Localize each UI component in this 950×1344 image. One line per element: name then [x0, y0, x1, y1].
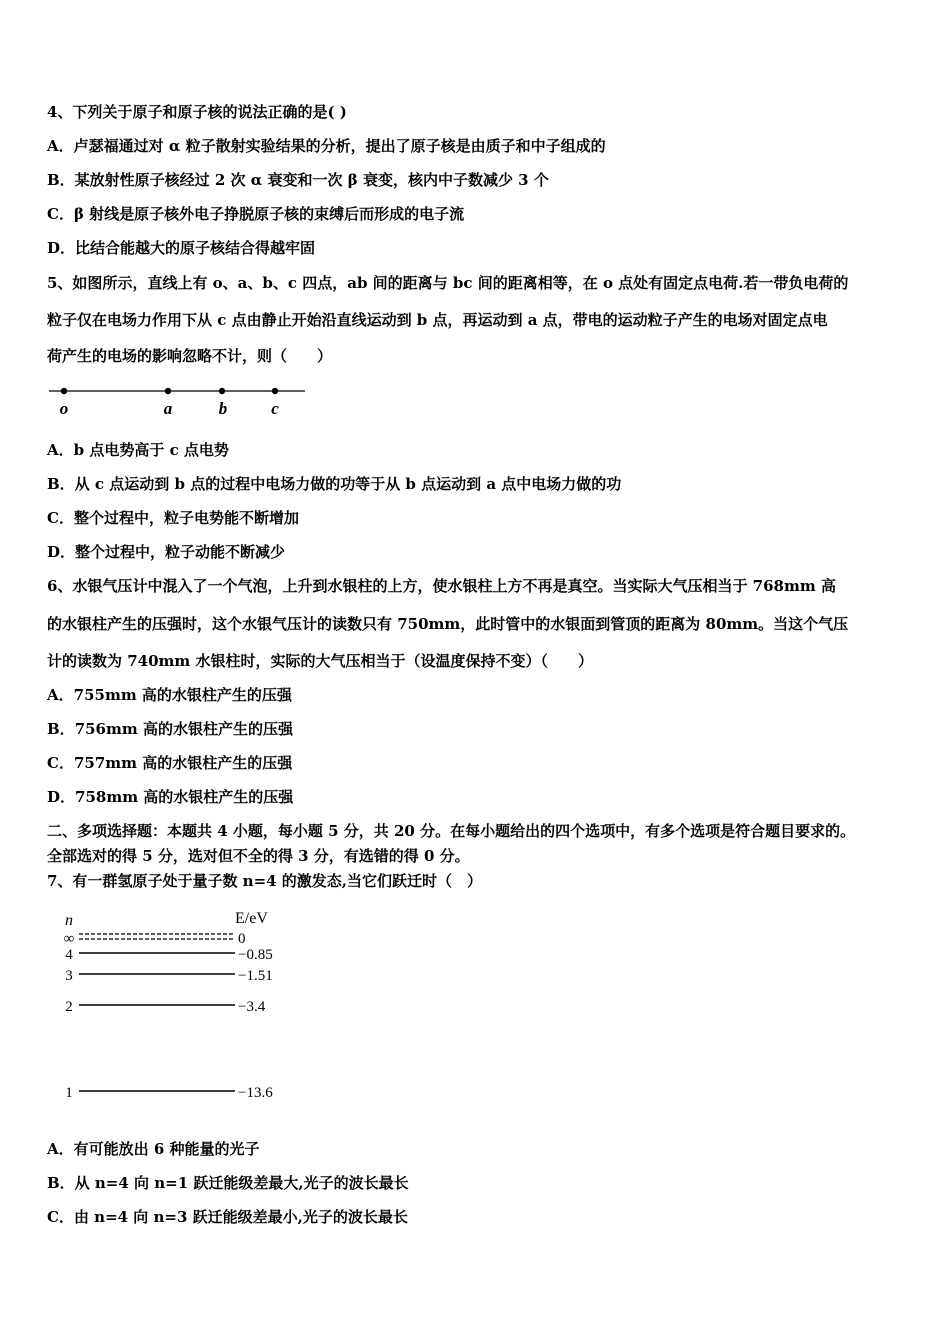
energy-axis-label: E/eV [235, 910, 268, 927]
level-n-infinity: ∞ [63, 931, 75, 947]
q6-option-b: B．756mm 高的水银柱产生的压强 [47, 720, 293, 738]
label-c: c [271, 399, 279, 418]
q5-option-d: D．整个过程中，粒子动能不断减少 [47, 543, 286, 561]
q5-option-b: B．从 c 点运动到 b 点的过程中电场力做的功等于从 b 点运动到 a 点中电场力做的功 [47, 475, 622, 493]
q7-option-c: C．由 n=4 向 n=3 跃迁能级差最小,光子的波长最长 [47, 1208, 408, 1226]
level-n-4: 4 [65, 947, 73, 963]
q7-option-a: A．有可能放出 6 种能量的光子 [47, 1140, 260, 1158]
level-energy-3: −1.51 [238, 968, 273, 984]
level-energy-4: −0.85 [238, 947, 273, 963]
section2-instructions-line2: 全部选对的得 5 分，选对但不全的得 3 分，有选错的得 0 分。 [47, 847, 470, 865]
q5-stem-line3: 荷产生的电场的影响忽略不计，则（ ） [47, 347, 333, 365]
level-n-1: 1 [65, 1085, 73, 1101]
point-c [272, 388, 278, 394]
energy-level-diagram [55, 905, 295, 1105]
level-energy-1: −13.6 [238, 1085, 273, 1101]
q4-option-d: D．比结合能越大的原子核结合得越牢固 [47, 239, 316, 257]
label-a: a [163, 399, 173, 418]
q4-option-b: B．某放射性原子核经过 2 次 α 衰变和一次 β 衰变，核内中子数减少 3 个 [47, 171, 549, 189]
q4-option-a: A．卢瑟福通过对 α 粒子散射实验结果的分析，提出了原子核是由质子和中子组成的 [47, 137, 606, 155]
q7-option-b: B．从 n=4 向 n=1 跃迁能级差最大,光子的波长最长 [47, 1174, 409, 1192]
q5-line-figure [47, 380, 312, 420]
level-n-2: 2 [65, 999, 73, 1015]
q7-stem: 7、有一群氢原子处于量子数 n=4 的激发态,当它们跃迁时（ ） [47, 872, 483, 890]
q5-stem-line2: 粒子仅在电场力作用下从 c 点由静止开始沿直线运动到 b 点，再运动到 a 点，带电的运动粒子产生的电场对固定点电 [47, 311, 828, 329]
label-o: o [59, 399, 69, 418]
section2-instructions-line1: 二、多项选择题：本题共 4 小题，每小题 5 分，共 20 分。在每小题给出的四个选项中，有多个选项是符合题目要求的。 [47, 822, 856, 840]
q6-option-d: D．758mm 高的水银柱产生的压强 [47, 788, 294, 806]
q4-stem: 4、下列关于原子和原子核的说法正确的是( ) [47, 103, 347, 121]
q5-option-a: A．b 点电势高于 c 点电势 [47, 441, 229, 459]
q6-stem-line3: 计的读数为 740mm 水银柱时，实际的大气压相当于（设温度保持不变）（ ） [47, 652, 594, 670]
level-energy-infinity: 0 [238, 931, 246, 947]
q6-option-c: C．757mm 高的水银柱产生的压强 [47, 754, 293, 772]
q6-stem-line2: 的水银柱产生的压强时，这个水银气压计的读数只有 750mm，此时管中的水银面到管顶的距离为 80mm。当这个气压 [47, 615, 849, 633]
label-b: b [218, 399, 228, 418]
level-n-3: 3 [65, 968, 73, 984]
point-b [219, 388, 225, 394]
q6-stem-line1: 6、水银气压计中混入了一个气泡，上升到水银柱的上方，使水银柱上方不再是真空。当实际大气压相当于 768mm 高 [47, 577, 836, 595]
q4-option-c: C．β 射线是原子核外电子挣脱原子核的束缚后而形成的电子流 [47, 205, 465, 223]
point-o [61, 388, 67, 394]
q5-option-c: C．整个过程中，粒子电势能不断增加 [47, 509, 299, 527]
point-a [165, 388, 171, 394]
q6-option-a: A．755mm 高的水银柱产生的压强 [47, 686, 292, 704]
q5-stem-line1: 5、如图所示，直线上有 o、a、b、c 四点，ab 间的距离与 bc 间的距离相等，在 o 点处有固定点电荷.若一带负电荷的 [47, 274, 849, 292]
level-energy-2: −3.4 [238, 999, 266, 1015]
n-axis-label: n [65, 912, 73, 929]
